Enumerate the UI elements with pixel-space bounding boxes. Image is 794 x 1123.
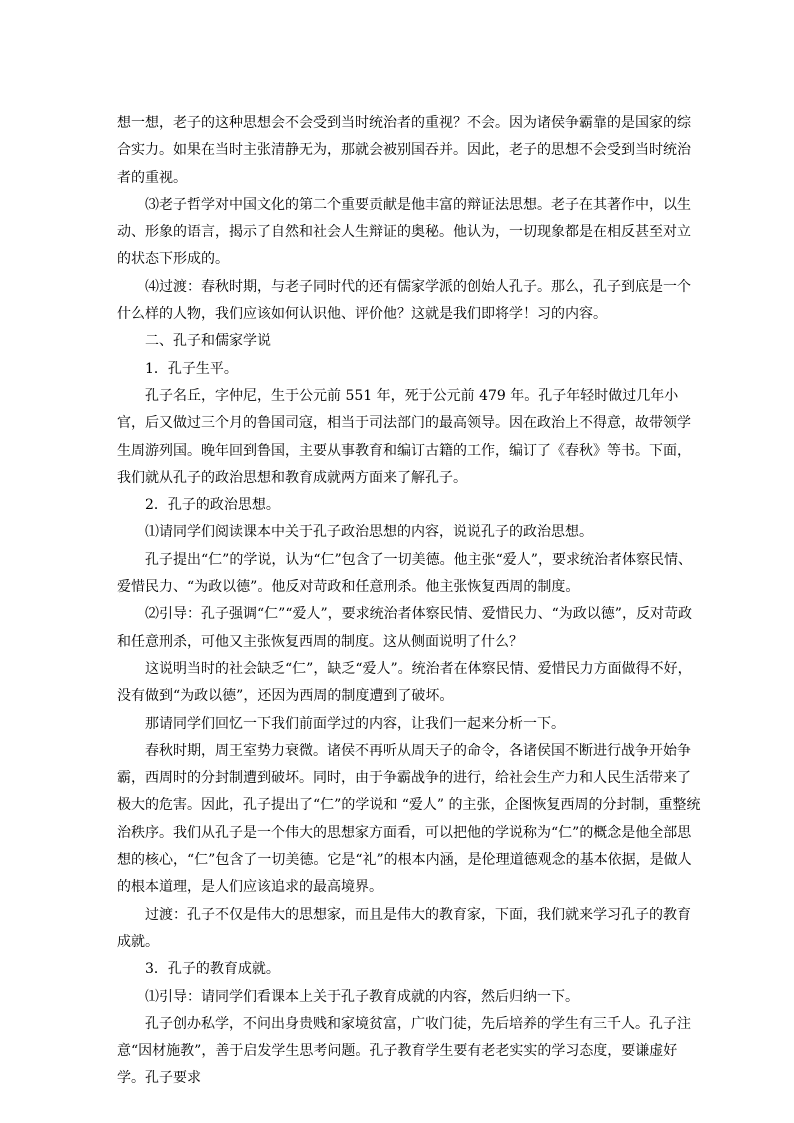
paragraph-life: 孔子名丘，字仲尼，生于公元前 551 年，死于公元前 479 年。孔子年轻时做过几年小官，后又做过三个月的鲁国司寇，相当于司法部门的最高领导。因在政治上不得意，故带领学生周游列国。晚年回到鲁国，主要从事教育和编订古籍的工作，编订了《春秋》等书。下面，我们就从孔子的政治思想和教育成就两方面来了解孔子。 bbox=[117, 387, 691, 486]
document-page bbox=[117, 110, 701, 1093]
paragraph-analysis: 春秋时期，周王室势力衰微。诸侯不再听从周天子的命令，各诸侯国不断进行战争开始争霸，西周时的分封制遭到破坏。同时，由于争霸战争的进行，给社会生产力和人民生活带来了极大的危害。因此，孔子提出了“仁”的学说和 “爱人” 的主张，企图恢复西周的分封制，重整统治秩序。我们从孔子是一个伟大的思想家方面看，可以把他的学说称为“仁”的概念是他全部思想的核心，“仁”包含了一切美德。它是“礼”的根本内涵，是伦理道德观念的基本依据，是做人的根本道理，是人们应该追求的最高境界。 bbox=[117, 742, 701, 896]
paragraph-3: ⑷过渡：春秋时期，与老子同时代的还有儒家学派的创始人孔子。那么，孔子到底是一个什么样的人物，我们应该如何认识他、评价他？这就是我们即将学！习的内容。 bbox=[117, 278, 691, 323]
paragraph-guide-question: ⑵引导：孔子强调“仁”“爱人”，要求统治者体察民情、爱惜民力、“为政以德”，反对苛政和任意刑杀，可他又主张恢复西周的制度。这从侧面说明了什么？ bbox=[117, 606, 692, 650]
paragraph-politics-answer: 孔子提出“仁”的学说，认为“仁”包含了一切美德。他主张“爱人”，要求统治者体察民情、爱惜民力、“为政以德”。他反对苛政和任意刑杀。他主张恢复西周的制度。 bbox=[117, 551, 692, 596]
paragraph-education-answer: 孔子创办私学，不问出身贵贱和家境贫富，广收门徒，先后培养的学生有三千人。孔子注意“因材施教”，善于启发学生思考问题。孔子教育学生要有老老实实的学习态度，要谦虚好学。孔子要求 bbox=[117, 1015, 691, 1087]
subheading-education: 3．孔子的教育成就。 bbox=[145, 961, 280, 978]
paragraph-recall: 那请同学们回忆一下我们前面学过的内容，让我们一起来分析一下。 bbox=[145, 715, 565, 732]
subheading-life: 1．孔子生平。 bbox=[145, 360, 238, 377]
section-heading-confucius: 二、孔子和儒家学说 bbox=[145, 333, 271, 350]
paragraph-education-prompt: ⑴引导：请同学们看课本上关于孔子教育成就的内容，然后归纳一下。 bbox=[145, 988, 579, 1005]
paragraph-politics-prompt: ⑴请同学们阅读课本中关于孔子政治思想的内容，说说孔子的政治思想。 bbox=[145, 524, 593, 541]
paragraph-1: 想一想，老子的这种思想会不会受到当时统治者的重视？不会。因为诸侯争霸靠的是国家的综合实力。如果在当时主张清静无为，那就会被别国吞并。因此，老子的思想不会受到当时统治者的重视。 bbox=[117, 115, 691, 186]
paragraph-guide-answer: 这说明当时的社会缺乏“仁”，缺乏“爱人”。统治者在体察民情、爱惜民力方面做得不好，没有做到“为政以德”，还因为西周的制度遭到了破坏。 bbox=[117, 660, 692, 705]
subheading-politics: 2．孔子的政治思想。 bbox=[145, 497, 280, 514]
paragraph-transition: 过渡：孔子不仅是伟大的思想家，而且是伟大的教育家，下面，我们就来学习孔子的教育成就。 bbox=[117, 906, 691, 950]
paragraph-2: ⑶老子哲学对中国文化的第二个重要贡献是他丰富的辩证法思想。老子在其著作中，以生动、形象的语言，揭示了自然和社会人生辩证的奥秘。他认为，一切现象都是在相反甚至对立的状态下形成的。 bbox=[117, 196, 691, 268]
